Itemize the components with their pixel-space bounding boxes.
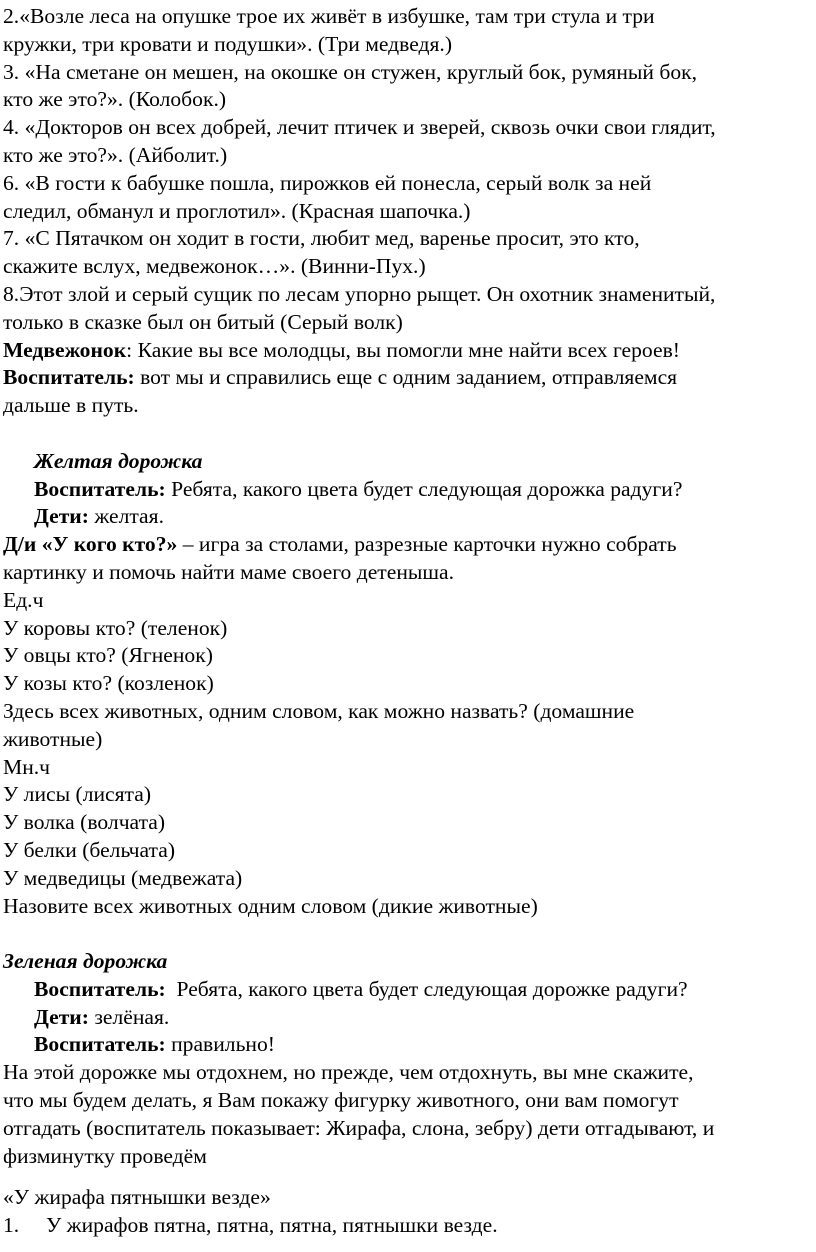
riddle-8 (3, 281, 813, 337)
riddle-6 (3, 170, 813, 226)
poem (3, 1184, 813, 1240)
list-heading: Мн.ч (3, 754, 51, 779)
poem-line (3, 1212, 813, 1240)
didactic-game (3, 531, 813, 587)
speaker-label: Воспитатель: (34, 1032, 166, 1057)
speaker-label: Воспитатель: (34, 976, 166, 1001)
speaker-label: Воспитатель: (3, 365, 135, 390)
reply-text: зелёная. (88, 1004, 170, 1029)
singular-list (3, 587, 813, 754)
list-item: У волка (волчата) (3, 810, 166, 835)
speaker-label: Воспитатель: (34, 476, 166, 501)
text-line: только в сказке был он битый (Серый волк) (3, 309, 403, 334)
riddle-2 (3, 3, 813, 59)
riddle-3 (3, 59, 813, 115)
text-line: кто же это?». (Колобок.) (3, 87, 227, 112)
text-line: На этой дорожке мы отдохнем, но прежде, чем отдохнуть, вы мне скажите, (3, 1060, 694, 1085)
text-line: 8.Этот злой и серый сущик по лесам упорно рыщет. Он охотник знаменитый, (3, 281, 716, 306)
teacher-reply (3, 364, 813, 420)
document-page (3, 3, 813, 1240)
text-line: физминутку проведём (3, 1143, 207, 1168)
list-item: У коровы кто? (теленок) (3, 615, 228, 640)
riddle-4 (3, 114, 813, 170)
reply-text: правильно! (165, 1032, 275, 1057)
riddle-7 (3, 225, 813, 281)
game-description: – игра за столами, разрезные карточки нужно собрать (177, 532, 677, 557)
text-line: отгадать (воспитатель показывает: Жирафа, слона, зебру) дети отгадывают, и (3, 1115, 715, 1140)
bear-reply (3, 337, 813, 365)
blank-line (3, 920, 813, 948)
reply-text: Ребята, какого цвета будет следующая дорожке радуги? (165, 976, 688, 1001)
speaker-label: Дети: (34, 504, 89, 529)
yellow-path-section (3, 448, 813, 531)
text-line: следил, обманул и проглотил». (Красная шапочка.) (3, 198, 471, 223)
text-line: животные) (3, 726, 103, 751)
speaker-label: Дети: (34, 1004, 89, 1029)
reply-text: : Какие вы все молодцы, вы помогли мне найти всех героев! (126, 337, 680, 362)
text-line: дальше в путь. (3, 393, 139, 418)
reply-text: Ребята, какого цвета будет следующая дорожка радуги? (165, 476, 683, 501)
green-path-section (3, 948, 813, 1170)
plural-list (3, 754, 813, 921)
text-line: Здесь всех животных, одним словом, как можно назвать? (домашние (3, 698, 635, 723)
text-line: 6. «В гости к бабушке пошла, пирожков ей понесла, серый волк за ней (3, 170, 652, 195)
poem-title: «У жирафа пятнышки везде» (3, 1185, 271, 1210)
section-title: Желтая дорожка (34, 448, 203, 473)
text-line: кружки, три кровати и подушки». (Три медведя.) (3, 31, 453, 56)
text-line: 2.«Возле леса на опушке трое их живёт в избушке, там три стула и три (3, 4, 655, 28)
section-title: Зеленая дорожка (3, 949, 168, 974)
blank-line (3, 420, 813, 448)
list-item: У медведицы (медвежата) (3, 865, 243, 890)
text-line: Назовите всех животных одним словом (дикие животные) (3, 893, 538, 918)
speaker-label: Медвежонок (3, 337, 127, 362)
text-line: 4. «Докторов он всех добрей, лечит птичек и зверей, сквозь очки свои глядит, (3, 115, 716, 140)
blank-line (3, 1170, 813, 1184)
text-line: кто же это?». (Айболит.) (3, 142, 228, 167)
list-number: 1. (3, 1213, 20, 1238)
text-line: картинку и помочь найти маме своего детеныша. (3, 559, 454, 584)
list-item: У лисы (лисята) (3, 782, 152, 807)
text-line: 7. «С Пятачком он ходит в гости, любит мед, варенье просит, это кто, (3, 226, 640, 251)
list-item: У белки (бельчата) (3, 837, 176, 862)
list-item: У овцы кто? (Ягненок) (3, 643, 213, 668)
text-line: 3. «На сметане он мешен, на окошке он стужен, круглый бок, румяный бок, (3, 59, 698, 84)
game-name: Д/и «У кого кто?» (3, 532, 178, 557)
reply-text: вот мы и справились еще с одним заданием, отправляемся (134, 365, 678, 390)
reply-text: желтая. (88, 504, 164, 529)
poem-text: У жирафов пятна, пятна, пятна, пятнышки везде. (46, 1213, 498, 1238)
text-line: скажите вслух, медвежонок…». (Винни-Пух.) (3, 254, 426, 279)
list-item: У козы кто? (козленок) (3, 671, 214, 696)
text-line: что мы будем делать, я Вам покажу фигурку животного, они вам помогут (3, 1088, 679, 1113)
list-heading: Ед.ч (3, 587, 44, 612)
